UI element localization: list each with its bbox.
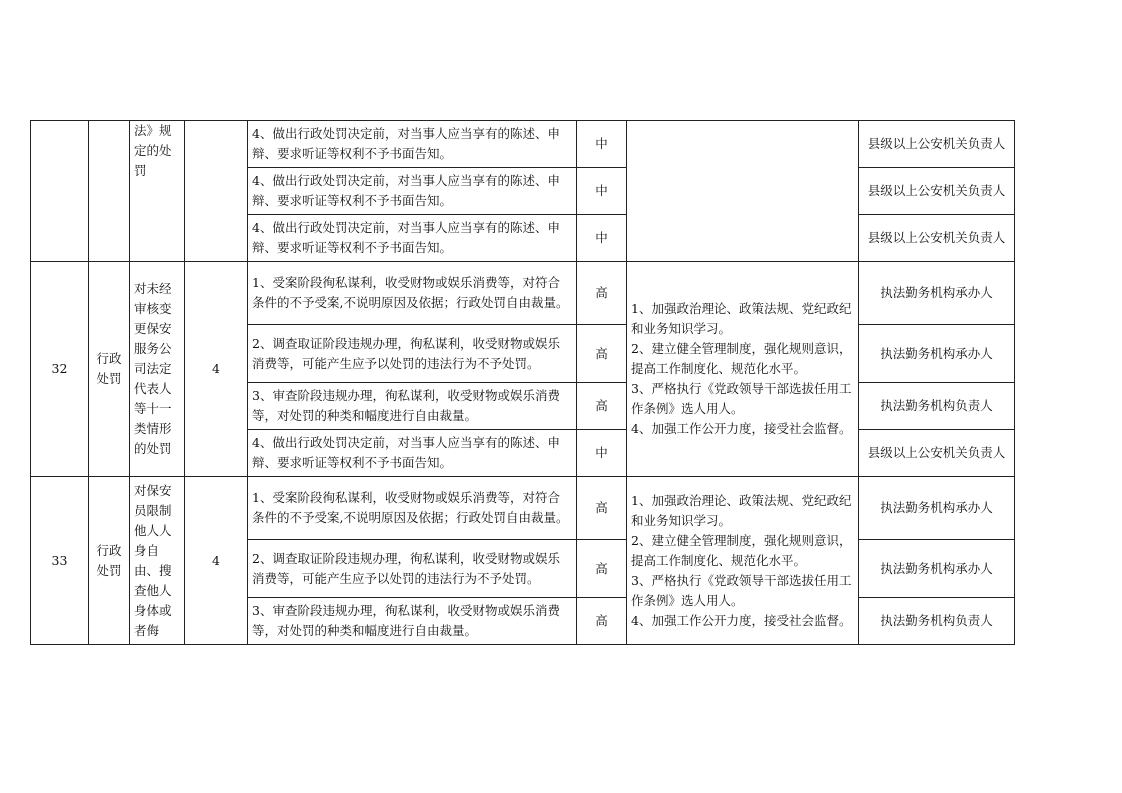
category-cell: 行政处罚: [89, 477, 130, 645]
measure-item: 2、建立健全管理制度，强化规则意识，提高工作制度化、规范化水平。: [631, 341, 852, 376]
responsible-cell: 县级以上公安机关负责人: [859, 121, 1015, 168]
measure-item: 3、严格执行《党政领导干部选拔任用工作条例》选人用人。: [631, 381, 852, 416]
responsible-cell: 执法勤务机构负责人: [859, 383, 1015, 430]
responsible-cell: 执法勤务机构承办人: [859, 540, 1015, 598]
table-row: [31, 477, 1015, 540]
count-cell: 4: [185, 477, 248, 645]
measures-cell: [627, 121, 859, 262]
risk-cell: 1、受案阶段徇私谋利，收受财物或娱乐消费等，对符合条件的不予受案,不说明原因及依据；行政处罚自由裁量。: [248, 262, 577, 325]
measures-cell: [627, 262, 859, 477]
level-cell: 中: [577, 430, 627, 477]
number-cell: [31, 121, 89, 262]
risk-cell: 1、受案阶段徇私谋利，收受财物或娱乐消费等，对符合条件的不予受案,不说明原因及依据；行政处罚自由裁量。: [248, 477, 577, 540]
responsible-cell: 县级以上公安机关负责人: [859, 430, 1015, 477]
measure-item: 1、加强政治理论、政策法规、党纪政纪和业务知识学习。: [631, 301, 852, 336]
number-cell: 33: [31, 477, 89, 645]
responsible-cell: 县级以上公安机关负责人: [859, 215, 1015, 262]
risk-cell: 3、审查阶段违规办理，徇私谋利，收受财物或娱乐消费等，对处罚的种类和幅度进行自由裁量。: [248, 598, 577, 645]
category-cell: [89, 121, 130, 262]
measure-item: 2、建立健全管理制度，强化规则意识，提高工作制度化、规范化水平。: [631, 532, 852, 568]
responsible-cell: 执法勤务机构承办人: [859, 325, 1015, 383]
number-cell: 32: [31, 262, 89, 477]
risk-cell: 2、调查取证阶段违规办理，徇私谋利，收受财物或娱乐消费等，可能产生应予以处罚的违法行为不予处罚。: [248, 540, 577, 598]
measure-item: 1、加强政治理论、政策法规、党纪政纪和业务知识学习。: [631, 492, 852, 528]
responsible-cell: 执法勤务机构负责人: [859, 598, 1015, 645]
level-cell: 高: [577, 540, 627, 598]
table-row: [31, 121, 1015, 168]
item-cell: 对未经审核变更保安服务公司法定代表人等十一类情形的处罚: [130, 262, 185, 477]
item-cell: 法》规定的处罚: [130, 121, 185, 262]
risk-cell: 4、做出行政处罚决定前，对当事人应当享有的陈述、申辩、要求听证等权利不予书面告知。: [248, 430, 577, 477]
responsible-cell: 县级以上公安机关负责人: [859, 168, 1015, 215]
level-cell: 高: [577, 383, 627, 430]
level-cell: 高: [577, 325, 627, 383]
item-cell: 对保安员限制他人人身自由、搜查他人身体或者侮: [130, 477, 185, 645]
level-cell: 中: [577, 121, 627, 168]
risk-cell: 3、审查阶段违规办理，徇私谋利，收受财物或娱乐消费等，对处罚的种类和幅度进行自由裁量。: [248, 383, 577, 430]
responsible-cell: 执法勤务机构承办人: [859, 262, 1015, 325]
level-cell: 高: [577, 262, 627, 325]
risk-cell: 4、做出行政处罚决定前，对当事人应当享有的陈述、申辩、要求听证等权利不予书面告知。: [248, 121, 577, 168]
responsible-cell: 执法勤务机构承办人: [859, 477, 1015, 540]
measure-item: 4、加强工作公开力度，接受社会监督。: [631, 612, 852, 628]
count-cell: 4: [185, 262, 248, 477]
table-row: [31, 262, 1015, 325]
level-cell: 中: [577, 168, 627, 215]
count-cell: [185, 121, 248, 262]
risk-cell: 4、做出行政处罚决定前，对当事人应当享有的陈述、申辩、要求听证等权利不予书面告知。: [248, 168, 577, 215]
risk-table: [30, 120, 1015, 645]
measure-item: 4、加强工作公开力度，接受社会监督。: [631, 421, 852, 436]
category-cell: 行政处罚: [89, 262, 130, 477]
measure-item: 3、严格执行《党政领导干部选拔任用工作条例》选人用人。: [631, 572, 852, 608]
risk-cell: 2、调查取证阶段违规办理，徇私谋利，收受财物或娱乐消费等，可能产生应予以处罚的违法行为不予处罚。: [248, 325, 577, 383]
measures-cell: [627, 477, 859, 645]
risk-cell: 4、做出行政处罚决定前，对当事人应当享有的陈述、申辩、要求听证等权利不予书面告知。: [248, 215, 577, 262]
level-cell: 高: [577, 477, 627, 540]
level-cell: 高: [577, 598, 627, 645]
level-cell: 中: [577, 215, 627, 262]
